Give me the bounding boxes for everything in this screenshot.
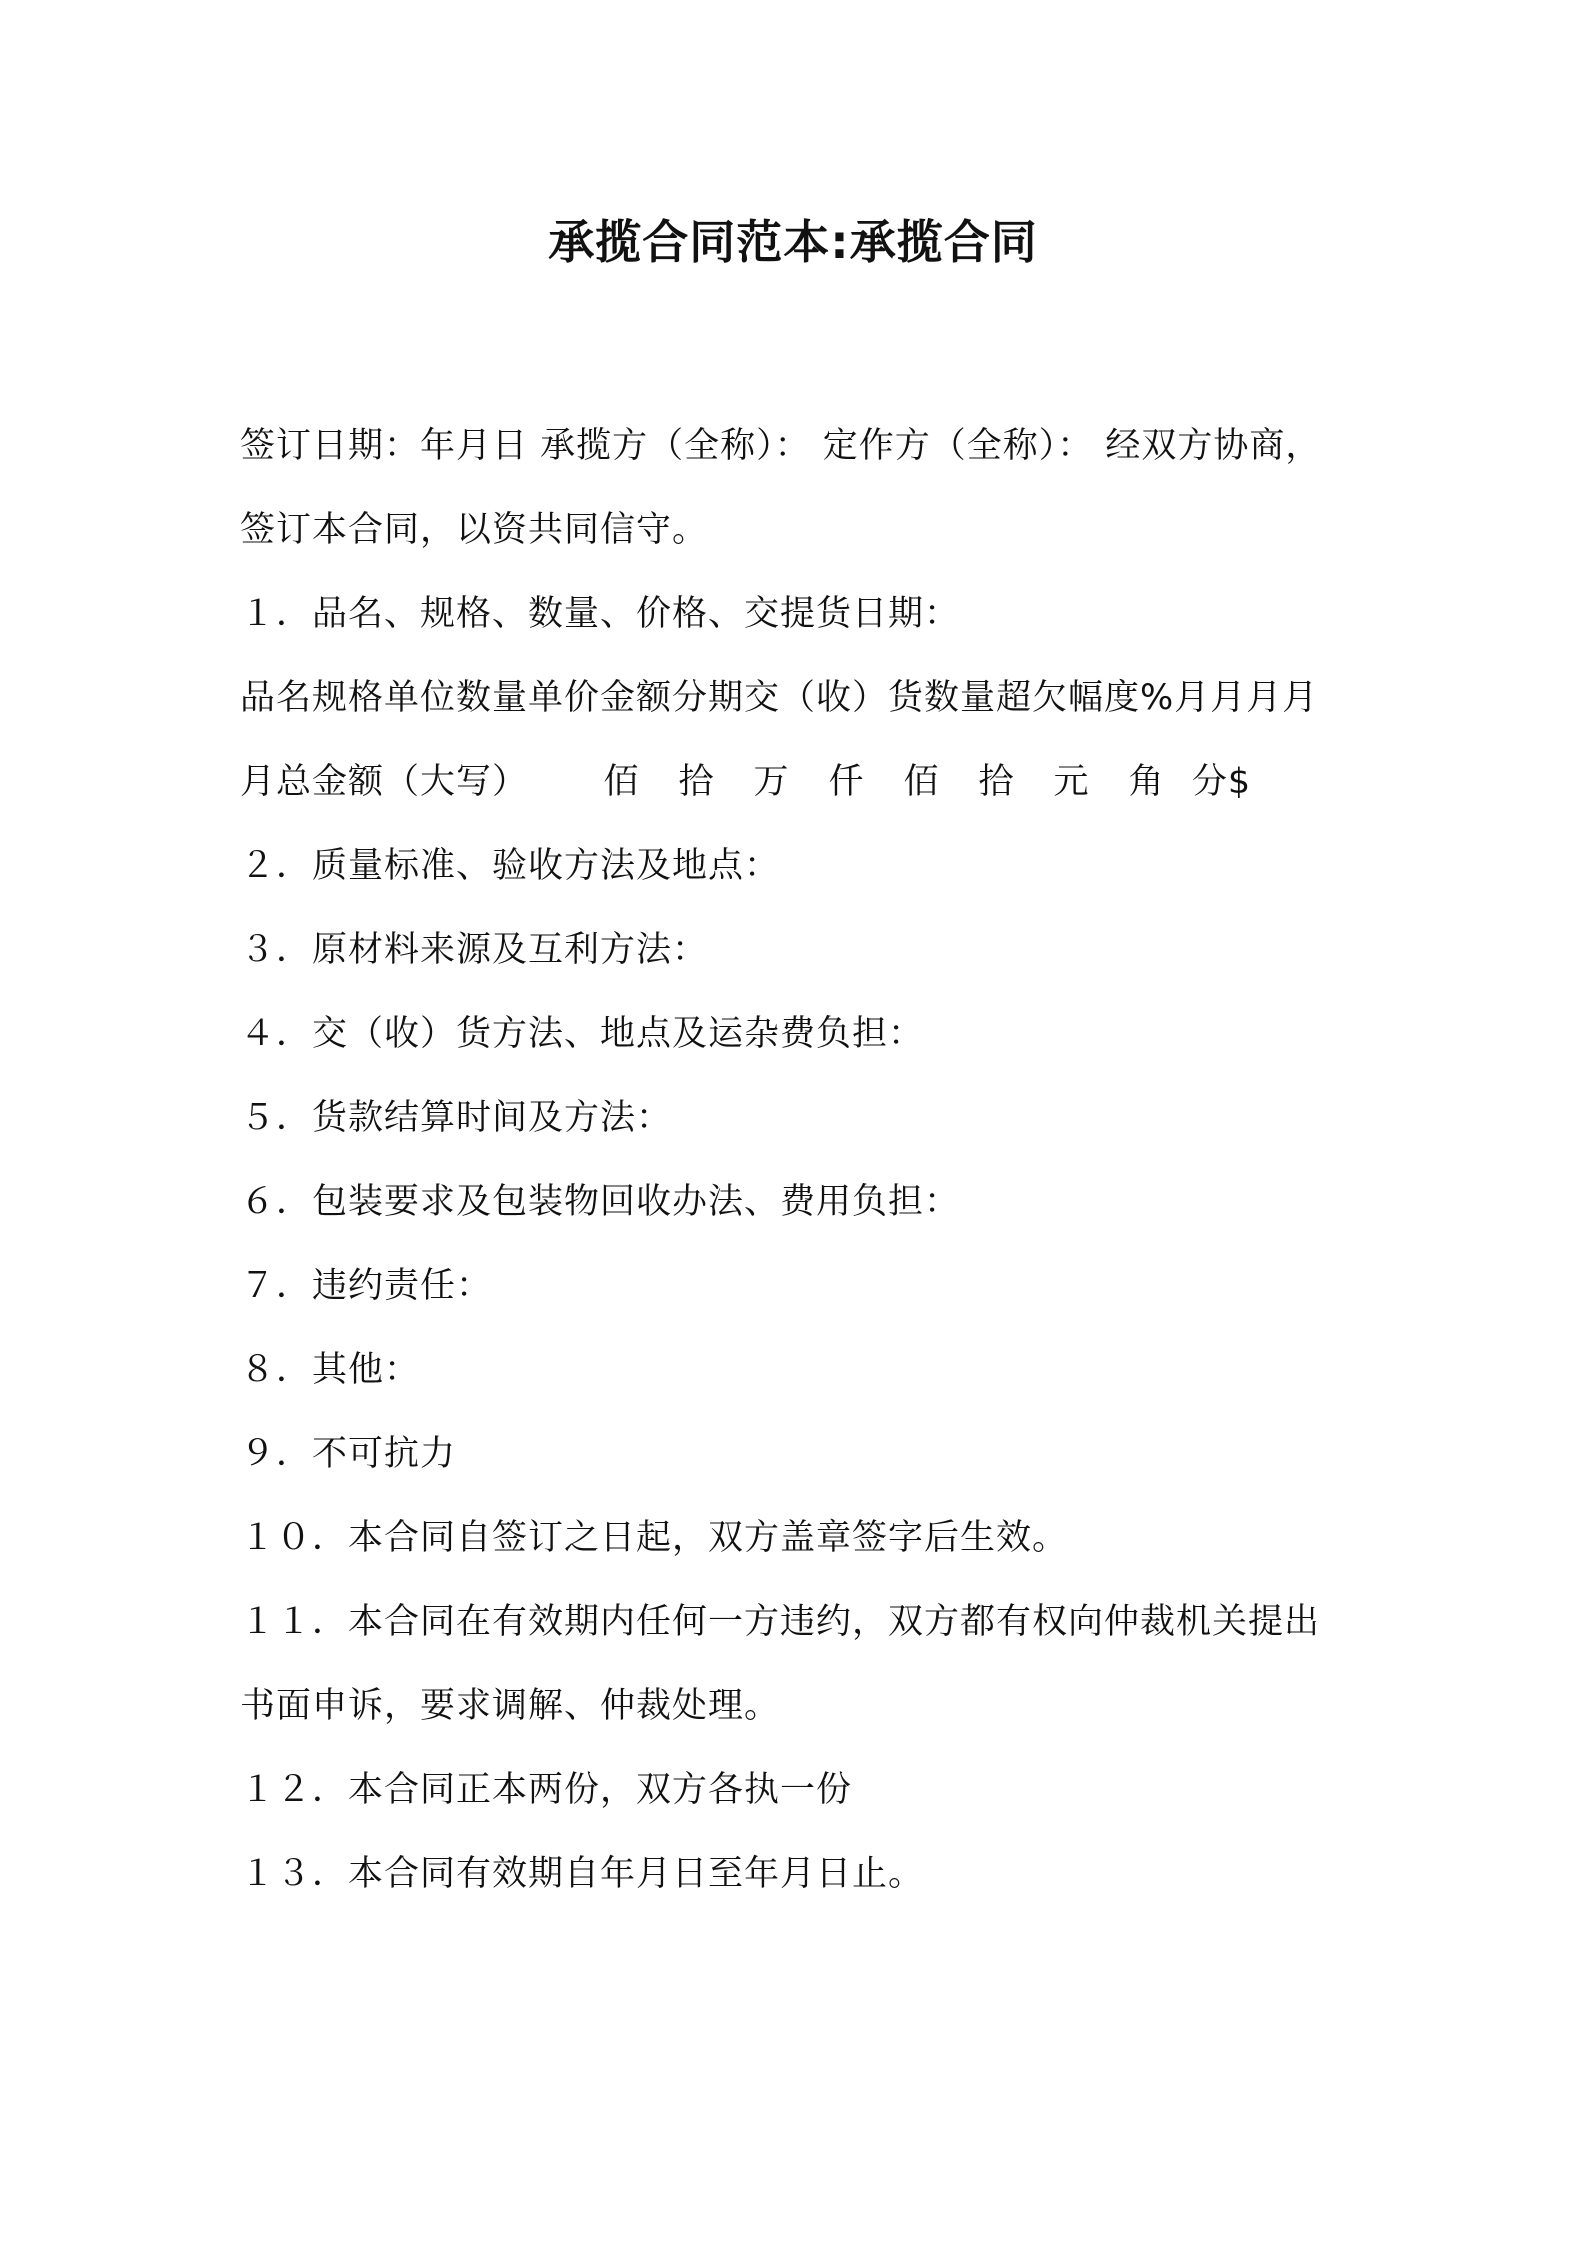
amount-unit-shi-2: 拾 [978,762,1015,802]
clause-8: ８．其他： [240,1350,421,1390]
amount-unit-bai-2: 佰 [903,762,940,802]
total-amount-line [240,740,1380,824]
clause-3: ３．原材料来源及互利方法： [240,930,709,970]
clause-13: １３．本合同有效期自年月日至年月日止。 [240,1854,925,1894]
clause-4: ４．交（收）货方法、地点及运杂费负担： [240,1014,925,1054]
signing-info-continuation: 签订本合同，以资共同信守。 [240,510,709,550]
document-title: 承揽合同范本:承揽合同 [548,215,1038,269]
amount-unit-qian: 仟 [828,762,865,802]
amount-unit-jiao: 角 [1128,762,1165,802]
clause-11-continuation: 书面申诉，要求调解、仲裁处理。 [240,1686,781,1726]
amount-unit-wan: 万 [753,762,790,802]
clause-1-heading: １．品名、规格、数量、价格、交提货日期： [240,594,961,634]
amount-unit-fen: 分$ [1191,762,1252,802]
total-amount-label: 月总金额（大写） [240,762,529,802]
clause-9: ９．不可抗力 [240,1434,457,1474]
clause-11: １１．本合同在有效期内任何一方违约，双方都有权向仲裁机关提出 [240,1602,1321,1642]
product-table-header-line: 品名规格单位数量单价金额分期交（收）货数量超欠幅度%月月月月 [240,678,1319,718]
document-body [240,404,1380,1916]
signing-info-line: 签订日期：年月日 承揽方（全称）： 定作方（全称）： 经双方协商， [240,426,1322,466]
clause-12: １２．本合同正本两份，双方各执一份 [240,1770,853,1810]
clause-6: ６．包装要求及包装物回收办法、费用负担： [240,1182,961,1222]
clause-2: ２．质量标准、验收方法及地点： [240,846,781,886]
clause-7: ７．违约责任： [240,1266,493,1306]
amount-unit-yuan: 元 [1053,762,1090,802]
amount-unit-shi: 拾 [678,762,715,802]
clause-5: ５．货款结算时间及方法： [240,1098,673,1138]
amount-unit-bai: 佰 [603,762,640,802]
clause-10: １０．本合同自签订之日起，双方盖章签字后生效。 [240,1518,1069,1558]
